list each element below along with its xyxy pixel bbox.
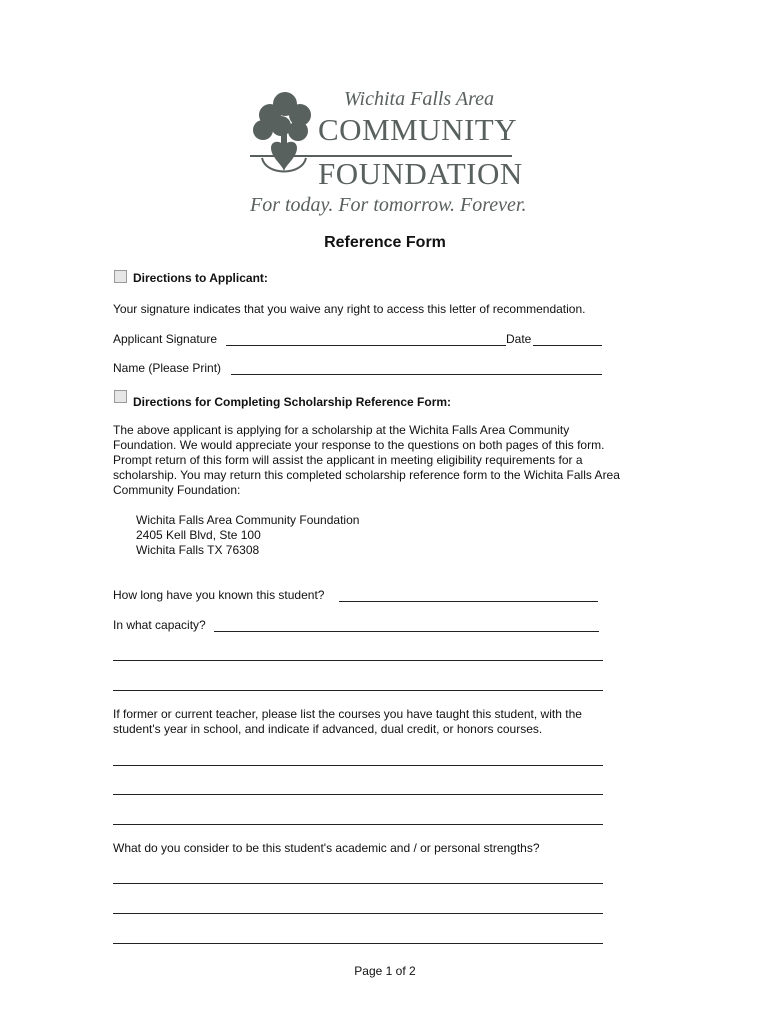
address-line: 2405 Kell Blvd, Ste 100 xyxy=(136,528,261,542)
completion-directions-paragraph xyxy=(113,423,673,498)
capacity-field[interactable] xyxy=(214,631,599,632)
name-label: Name (Please Print) xyxy=(113,361,222,375)
paragraph-line: Prompt return of this form will assist the applicant in meeting eligibility requirements for a xyxy=(113,453,583,467)
question-line: student's year in school, and indicate if advanced, dual credit, or honors courses. xyxy=(113,722,543,736)
answer-line[interactable] xyxy=(113,824,603,825)
strengths-question: What do you consider to be this student's academic and / or personal strengths? xyxy=(113,841,540,855)
foundation-logo xyxy=(248,88,527,220)
tree-heart-icon xyxy=(248,88,320,188)
answer-line[interactable] xyxy=(113,943,603,944)
known-how-long-field[interactable] xyxy=(339,601,598,602)
address-line: Wichita Falls TX 76308 xyxy=(136,543,260,557)
date-field[interactable] xyxy=(533,345,602,346)
courses-question xyxy=(113,707,673,737)
paragraph-line: scholarship. You may return this completed scholarship reference form to the Wichita Falls Area xyxy=(113,468,620,482)
org-name-foundation: FOUNDATION xyxy=(318,156,523,191)
org-name-top: Wichita Falls Area xyxy=(344,88,494,110)
tagline: For today. For tomorrow. Forever. xyxy=(250,194,527,216)
page-title: Reference Form xyxy=(324,234,446,251)
signature-field[interactable] xyxy=(226,345,506,346)
page-number: Page 1 of 2 xyxy=(354,964,416,978)
answer-line[interactable] xyxy=(113,690,603,691)
paragraph-line: Community Foundation: xyxy=(113,483,241,497)
date-label: Date xyxy=(506,332,532,346)
answer-line[interactable] xyxy=(113,794,603,795)
paragraph-line: Foundation. We would appreciate your response to the questions on both pages of this form. xyxy=(113,438,605,452)
question-line: If former or current teacher, please list the courses you have taught this student, with the xyxy=(113,707,582,721)
section-marker-icon xyxy=(114,390,127,403)
known-how-long-label: How long have you known this student? xyxy=(113,588,325,602)
section-marker-icon xyxy=(114,270,127,283)
applicant-directions-heading: Directions to Applicant: xyxy=(133,271,268,285)
signature-label: Applicant Signature xyxy=(113,332,218,346)
completion-directions-heading: Directions for Completing Scholarship Reference Form: xyxy=(133,395,452,409)
applicant-directions-text: Your signature indicates that you waive any right to access this letter of recommendation. xyxy=(113,302,586,316)
answer-line[interactable] xyxy=(113,913,603,914)
org-name-community: COMMUNITY xyxy=(318,112,518,147)
answer-line[interactable] xyxy=(113,660,603,661)
mailing-address xyxy=(136,513,536,558)
address-line: Wichita Falls Area Community Foundation xyxy=(136,513,360,527)
answer-line[interactable] xyxy=(113,883,603,884)
capacity-label: In what capacity? xyxy=(113,618,206,632)
paragraph-line: The above applicant is applying for a scholarship at the Wichita Falls Area Community xyxy=(113,423,570,437)
answer-line[interactable] xyxy=(113,765,603,766)
name-field[interactable] xyxy=(231,374,602,375)
